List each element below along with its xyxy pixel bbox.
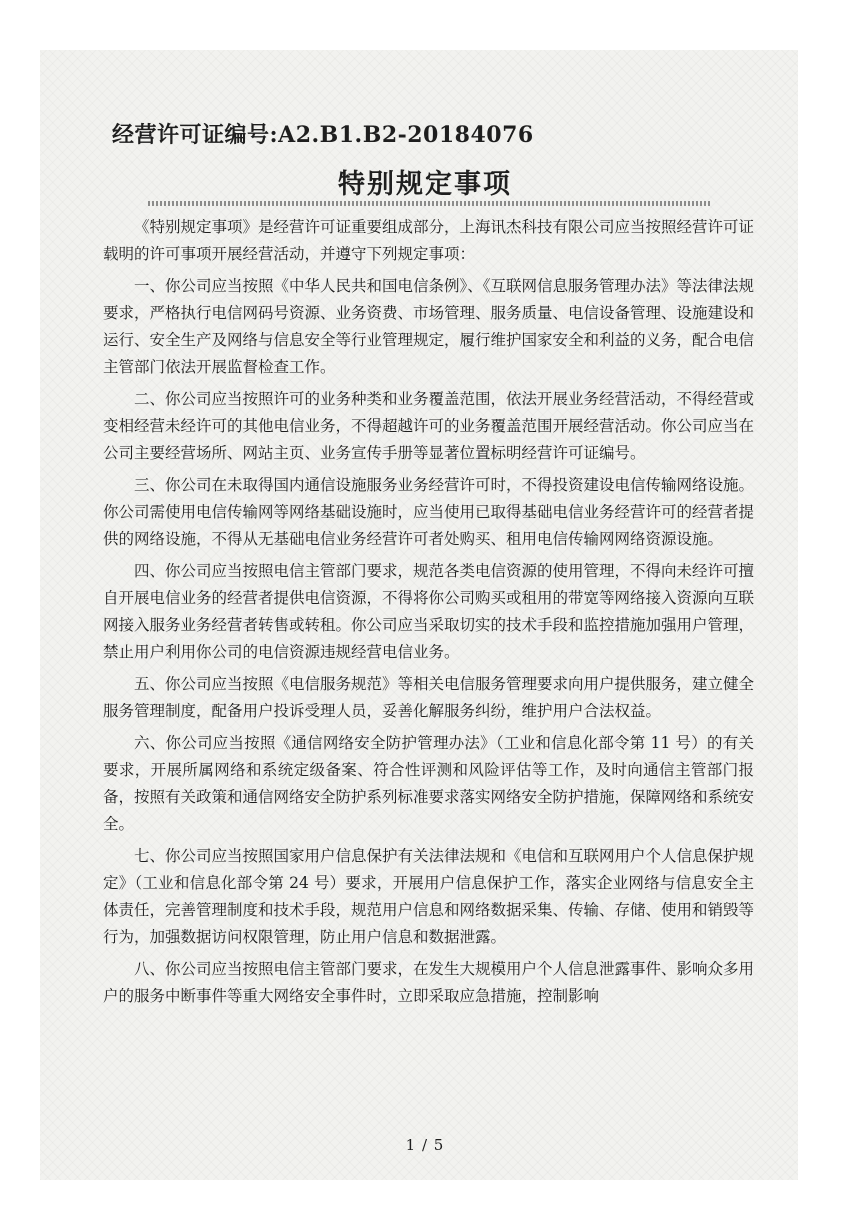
clause-4: 四、你公司应当按照电信主管部门要求，规范各类电信资源的使用管理，不得向未经许可擅自开展电信业务的经营者提供电信资源，不得将你公司购买或租用的带宽等网络接入资源向互联网接入服务业务经营者转售或转租。你公司应当采取切实的技术手段和监控措施加强用户管理，禁止用户利用你公司的电信资源违规经营电信业务。 xyxy=(103,562,755,661)
clause-1: 一、你公司应当按照《中华人民共和国电信条例》、《互联网信息服务管理办法》等法律法规要求，严格执行电信网码号资源、业务资费、市场管理、服务质量、电信设备管理、设施建设和运行、安全生产及网络与信息安全等行业管理规定，履行维护国家安全和利益的义务，配合电信主管部门依法开展监督检查工作。 xyxy=(103,277,755,376)
title-divider xyxy=(148,201,711,206)
document-body xyxy=(103,214,754,1015)
clause-8: 八、你公司应当按照电信主管部门要求，在发生大规模用户个人信息泄露事件、影响众多用户的服务中断事件等重大网络安全事件时，立即采取应急措施，控制影响 xyxy=(103,960,755,1005)
license-number: 经营许可证编号:A2.B1.B2-20184076 xyxy=(112,122,534,148)
clause-6: 六、你公司应当按照《通信网络安全防护管理办法》（工业和信息化部令第 11 号）的有关要求，开展所属网络和系统定级备案、符合性评测和风险评估等工作，及时向通信主管部门报备，按照有关政策和通信网络安全防护系列标准要求落实网络安全防护措施，保障网络和系统安全。 xyxy=(103,734,755,833)
clause-5: 五、你公司应当按照《电信服务规范》等相关电信服务管理要求向用户提供服务，建立健全服务管理制度，配备用户投诉受理人员，妥善化解服务纠纷，维护用户合法权益。 xyxy=(103,675,755,720)
page-title: 特别规定事项 xyxy=(338,169,512,200)
intro-paragraph: 《特别规定事项》是经营许可证重要组成部分，上海讯杰科技有限公司应当按照经营许可证载明的许可事项开展经营活动，并遵守下列规定事项： xyxy=(103,218,755,263)
clause-3: 三、你公司在未取得国内通信设施服务业务经营许可时，不得投资建设电信传输网络设施。你公司需使用电信传输网等网络基础设施时，应当使用已取得基础电信业务经营许可的经营者提供的网络设施，不得从无基础电信业务经营许可者处购买、租用电信传输网网络资源设施。 xyxy=(103,476,755,548)
page-number: 1 / 5 xyxy=(405,1136,445,1154)
clause-7: 七、你公司应当按照国家用户信息保护有关法律法规和《电信和互联网用户个人信息保护规定》（工业和信息化部令第 24 号）要求，开展用户信息保护工作，落实企业网络与信息安全主体责任，完善管理制度和技术手段，规范用户信息和网络数据采集、传输、存储、使用和销毁等行为，加强数据访问权限管理，防止用户信息和数据泄露。 xyxy=(103,847,755,946)
clause-2: 二、你公司应当按照许可的业务种类和业务覆盖范围，依法开展业务经营活动，不得经营或变相经营未经许可的其他电信业务，不得超越许可的业务覆盖范围开展经营活动。你公司应当在公司主要经营场所、网站主页、业务宣传手册等显著位置标明经营许可证编号。 xyxy=(103,390,755,462)
